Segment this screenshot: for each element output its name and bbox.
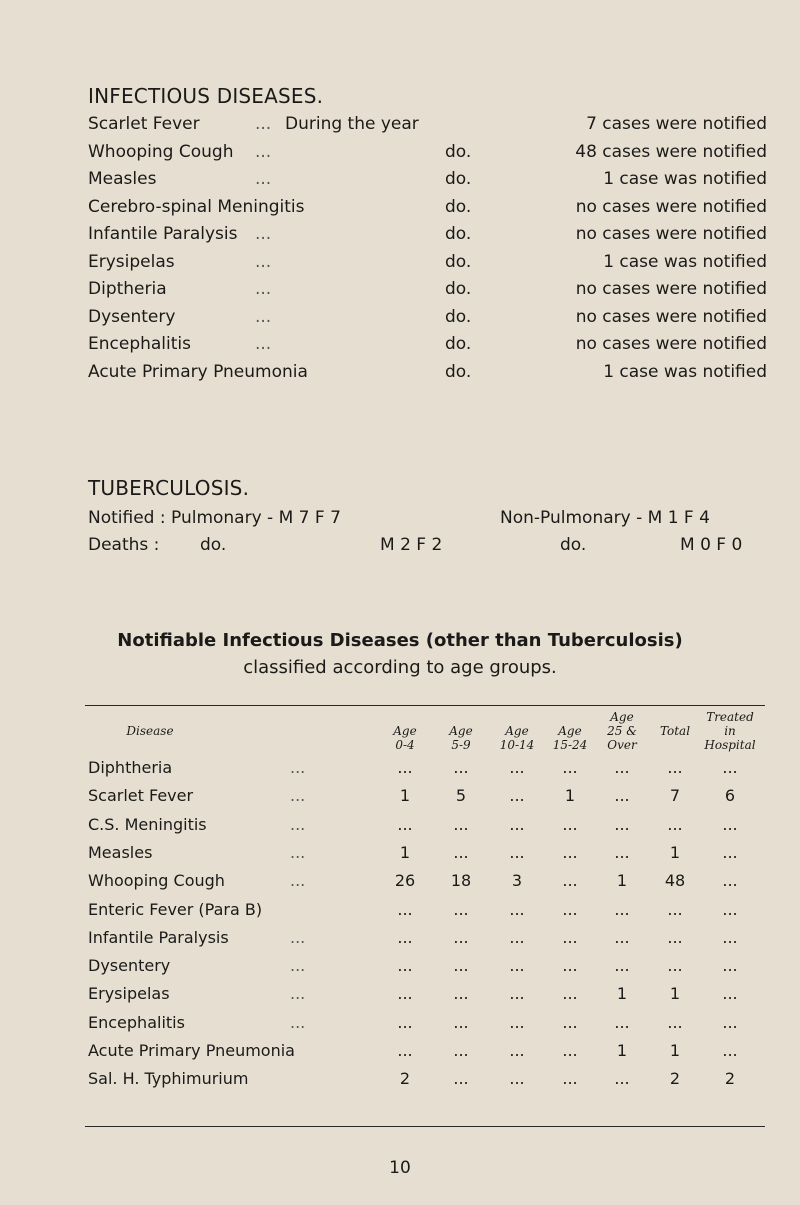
table-cell: ...	[509, 815, 525, 834]
age-table-subtitle: classified according to age groups.	[243, 657, 557, 678]
table-cell: 3	[511, 871, 523, 890]
table-cell: ...	[453, 928, 469, 947]
infectious-disease-name: Dysentery	[88, 307, 176, 327]
table-cell: ...	[453, 984, 469, 1003]
table-cell: 1	[616, 871, 628, 890]
tb-deaths-do: do.	[200, 535, 227, 555]
infectious-disease-name: Infantile Paralysis	[88, 224, 238, 244]
table-cell: ...	[453, 1069, 469, 1088]
col-header-mid: in	[724, 724, 736, 738]
row-disease-name: Acute Primary Pneumonia	[88, 1041, 295, 1060]
page-number: 10	[389, 1158, 411, 1178]
tb-deaths-do-2: do.	[560, 535, 587, 555]
leader-dots: ...	[255, 169, 272, 189]
row-disease-name: Sal. H. Typhimurium	[88, 1069, 249, 1088]
table-cell: ...	[562, 1069, 578, 1088]
row-disease-name: Dysentery	[88, 956, 171, 975]
infectious-period: do.	[445, 362, 472, 382]
leader-dots: ...	[290, 928, 306, 947]
table-cell: 18	[450, 871, 472, 890]
row-disease-name: Encephalitis	[88, 1013, 185, 1032]
table-cell: ...	[667, 956, 683, 975]
table-cell: ...	[722, 1013, 738, 1032]
table-cell: ...	[509, 984, 525, 1003]
table-cell: 1	[616, 984, 628, 1003]
table-cell: ...	[509, 1041, 525, 1060]
infectious-period: do.	[445, 142, 472, 162]
infectious-disease-name: Whooping Cough	[88, 142, 234, 162]
col-header-mid: Age	[393, 724, 417, 738]
table-cell: ...	[667, 928, 683, 947]
table-cell: ...	[397, 928, 413, 947]
infectious-disease-name: Encephalitis	[88, 334, 191, 354]
table-cell: ...	[614, 928, 630, 947]
table-cell: 1	[616, 1041, 628, 1060]
col-header-bot: Over	[607, 738, 637, 752]
leader-dots: ...	[290, 815, 306, 834]
infectious-period: do.	[445, 169, 472, 189]
table-cell: ...	[453, 815, 469, 834]
infectious-result: no cases were notified	[575, 279, 767, 299]
infectious-result: no cases were notified	[575, 197, 767, 217]
leader-dots: ...	[255, 142, 272, 162]
table-cell: ...	[722, 815, 738, 834]
infectious-period: do.	[445, 224, 472, 244]
section-title-tuberculosis: TUBERCULOSIS.	[88, 476, 250, 500]
table-cell: ...	[614, 900, 630, 919]
table-cell: ...	[667, 758, 683, 777]
table-cell: ...	[667, 1013, 683, 1032]
table-cell: ...	[562, 928, 578, 947]
col-header-mid: Total	[659, 724, 691, 738]
leader-dots: ...	[290, 758, 306, 777]
infectious-disease-name: Diptheria	[88, 279, 167, 299]
infectious-disease-name: Erysipelas	[88, 252, 175, 272]
infectious-period: During the year	[285, 114, 419, 134]
table-cell: ...	[509, 956, 525, 975]
table-cell: ...	[397, 900, 413, 919]
table-cell: 5	[455, 786, 467, 805]
col-header-mid: Age	[558, 724, 582, 738]
table-cell: ...	[562, 900, 578, 919]
table-cell: ...	[722, 1041, 738, 1060]
row-disease-name: Diphtheria	[88, 758, 173, 777]
table-cell: ...	[614, 1069, 630, 1088]
table-cell: ...	[397, 984, 413, 1003]
table-cell: ...	[722, 956, 738, 975]
infectious-period: do.	[445, 307, 472, 327]
row-disease-name: Measles	[88, 843, 153, 862]
leader-dots: ...	[255, 279, 272, 299]
table-cell: ...	[509, 1069, 525, 1088]
table-cell: ...	[722, 758, 738, 777]
leader-dots: ...	[255, 114, 272, 134]
table-cell: 1	[669, 984, 681, 1003]
table-cell: ...	[453, 956, 469, 975]
table-cell: 1	[399, 786, 411, 805]
table-cell: 2	[669, 1069, 681, 1088]
table-cell: ...	[509, 758, 525, 777]
infectious-result: 48 cases were notified	[575, 142, 767, 162]
tb-deaths-pulmonary: M 2 F 2	[380, 535, 443, 555]
table-cell: 2	[724, 1069, 736, 1088]
table-cell: ...	[453, 758, 469, 777]
infectious-disease-name: Measles	[88, 169, 157, 189]
table-cell: 1	[669, 843, 681, 862]
tb-deaths-non-pulmonary: M 0 F 0	[680, 535, 743, 555]
infectious-result: no cases were notified	[575, 334, 767, 354]
table-top-rule	[85, 705, 765, 706]
infectious-result: 1 case was notified	[603, 362, 767, 382]
col-header-bot: Hospital	[704, 738, 756, 752]
infectious-result: no cases were notified	[575, 307, 767, 327]
table-cell: ...	[562, 843, 578, 862]
table-cell: ...	[614, 786, 630, 805]
table-cell: ...	[397, 1041, 413, 1060]
table-cell: ...	[453, 1013, 469, 1032]
col-header-top: Age	[610, 710, 634, 724]
table-cell: ...	[397, 956, 413, 975]
table-cell: 2	[399, 1069, 411, 1088]
table-cell: ...	[722, 871, 738, 890]
infectious-disease-name: Scarlet Fever	[88, 114, 200, 134]
infectious-result: 7 cases were notified	[586, 114, 767, 134]
table-cell: ...	[722, 843, 738, 862]
row-disease-name: Scarlet Fever	[88, 786, 194, 805]
leader-dots: ...	[290, 786, 306, 805]
table-cell: ...	[614, 758, 630, 777]
row-disease-name: Infantile Paralysis	[88, 928, 229, 947]
section-title-infectious: INFECTIOUS DISEASES.	[88, 84, 324, 108]
col-header-bot: 10-14	[499, 738, 535, 752]
table-cell: 1	[399, 843, 411, 862]
tb-notified-pulmonary: Notified : Pulmonary - M 7 F 7	[88, 508, 341, 528]
infectious-period: do.	[445, 279, 472, 299]
table-cell: ...	[562, 871, 578, 890]
leader-dots: ...	[290, 1013, 306, 1032]
infectious-result: 1 case was notified	[603, 169, 767, 189]
table-cell: ...	[614, 815, 630, 834]
infectious-result: no cases were notified	[575, 224, 767, 244]
age-table-title: Notifiable Infectious Diseases (other than Tuberculosis)	[117, 630, 683, 651]
infectious-period: do.	[445, 252, 472, 272]
col-header-mid: 25 &	[607, 724, 637, 738]
table-cell: 48	[664, 871, 686, 890]
table-cell: ...	[453, 900, 469, 919]
table-cell: ...	[562, 984, 578, 1003]
table-cell: ...	[722, 984, 738, 1003]
col-header-disease: Disease	[126, 724, 174, 738]
table-cell: ...	[562, 815, 578, 834]
table-cell: ...	[509, 900, 525, 919]
table-cell: ...	[614, 956, 630, 975]
table-cell: ...	[614, 843, 630, 862]
row-disease-name: C.S. Meningitis	[88, 815, 207, 834]
leader-dots: ...	[255, 224, 272, 244]
table-cell: ...	[509, 1013, 525, 1032]
leader-dots: ...	[290, 843, 306, 862]
leader-dots: ...	[290, 871, 306, 890]
table-cell: ...	[562, 1041, 578, 1060]
infectious-period: do.	[445, 334, 472, 354]
row-disease-name: Erysipelas	[88, 984, 170, 1003]
table-cell: 1	[564, 786, 576, 805]
table-cell: ...	[509, 928, 525, 947]
tb-deaths-label: Deaths :	[88, 535, 160, 555]
leader-dots: ...	[255, 307, 272, 327]
table-cell: ...	[562, 956, 578, 975]
table-cell: 26	[394, 871, 416, 890]
col-header-bot: 0-4	[395, 738, 415, 752]
table-cell: 1	[669, 1041, 681, 1060]
infectious-result: 1 case was notified	[603, 252, 767, 272]
leader-dots: ...	[255, 252, 272, 272]
infectious-disease-name: Cerebro-spinal Meningitis	[88, 197, 305, 217]
table-cell: ...	[614, 1013, 630, 1032]
table-cell: ...	[453, 1041, 469, 1060]
row-disease-name: Whooping Cough	[88, 871, 225, 890]
leader-dots: ...	[255, 334, 272, 354]
table-cell: ...	[453, 843, 469, 862]
table-cell: ...	[562, 758, 578, 777]
infectious-disease-name: Acute Primary Pneumonia	[88, 362, 308, 382]
table-cell: 7	[669, 786, 681, 805]
tb-notified-non-pulmonary: Non-Pulmonary - M 1 F 4	[500, 508, 710, 528]
table-cell: ...	[509, 786, 525, 805]
row-disease-name: Enteric Fever (Para B)	[88, 900, 263, 919]
table-cell: ...	[722, 928, 738, 947]
table-cell: ...	[397, 815, 413, 834]
table-cell: ...	[667, 815, 683, 834]
table-cell: ...	[397, 1013, 413, 1032]
table-cell: ...	[667, 900, 683, 919]
table-cell: ...	[509, 843, 525, 862]
leader-dots: ...	[290, 984, 306, 1003]
table-cell: ...	[722, 900, 738, 919]
col-header-mid: Age	[449, 724, 473, 738]
col-header-mid: Age	[505, 724, 529, 738]
table-bottom-rule	[85, 1126, 765, 1127]
table-cell: ...	[397, 758, 413, 777]
table-cell: ...	[562, 1013, 578, 1032]
col-header-bot: 5-9	[451, 738, 471, 752]
infectious-period: do.	[445, 197, 472, 217]
table-cell: 6	[724, 786, 736, 805]
leader-dots: ...	[290, 956, 306, 975]
col-header-top: Treated	[706, 710, 754, 724]
col-header-bot: 15-24	[552, 738, 588, 752]
